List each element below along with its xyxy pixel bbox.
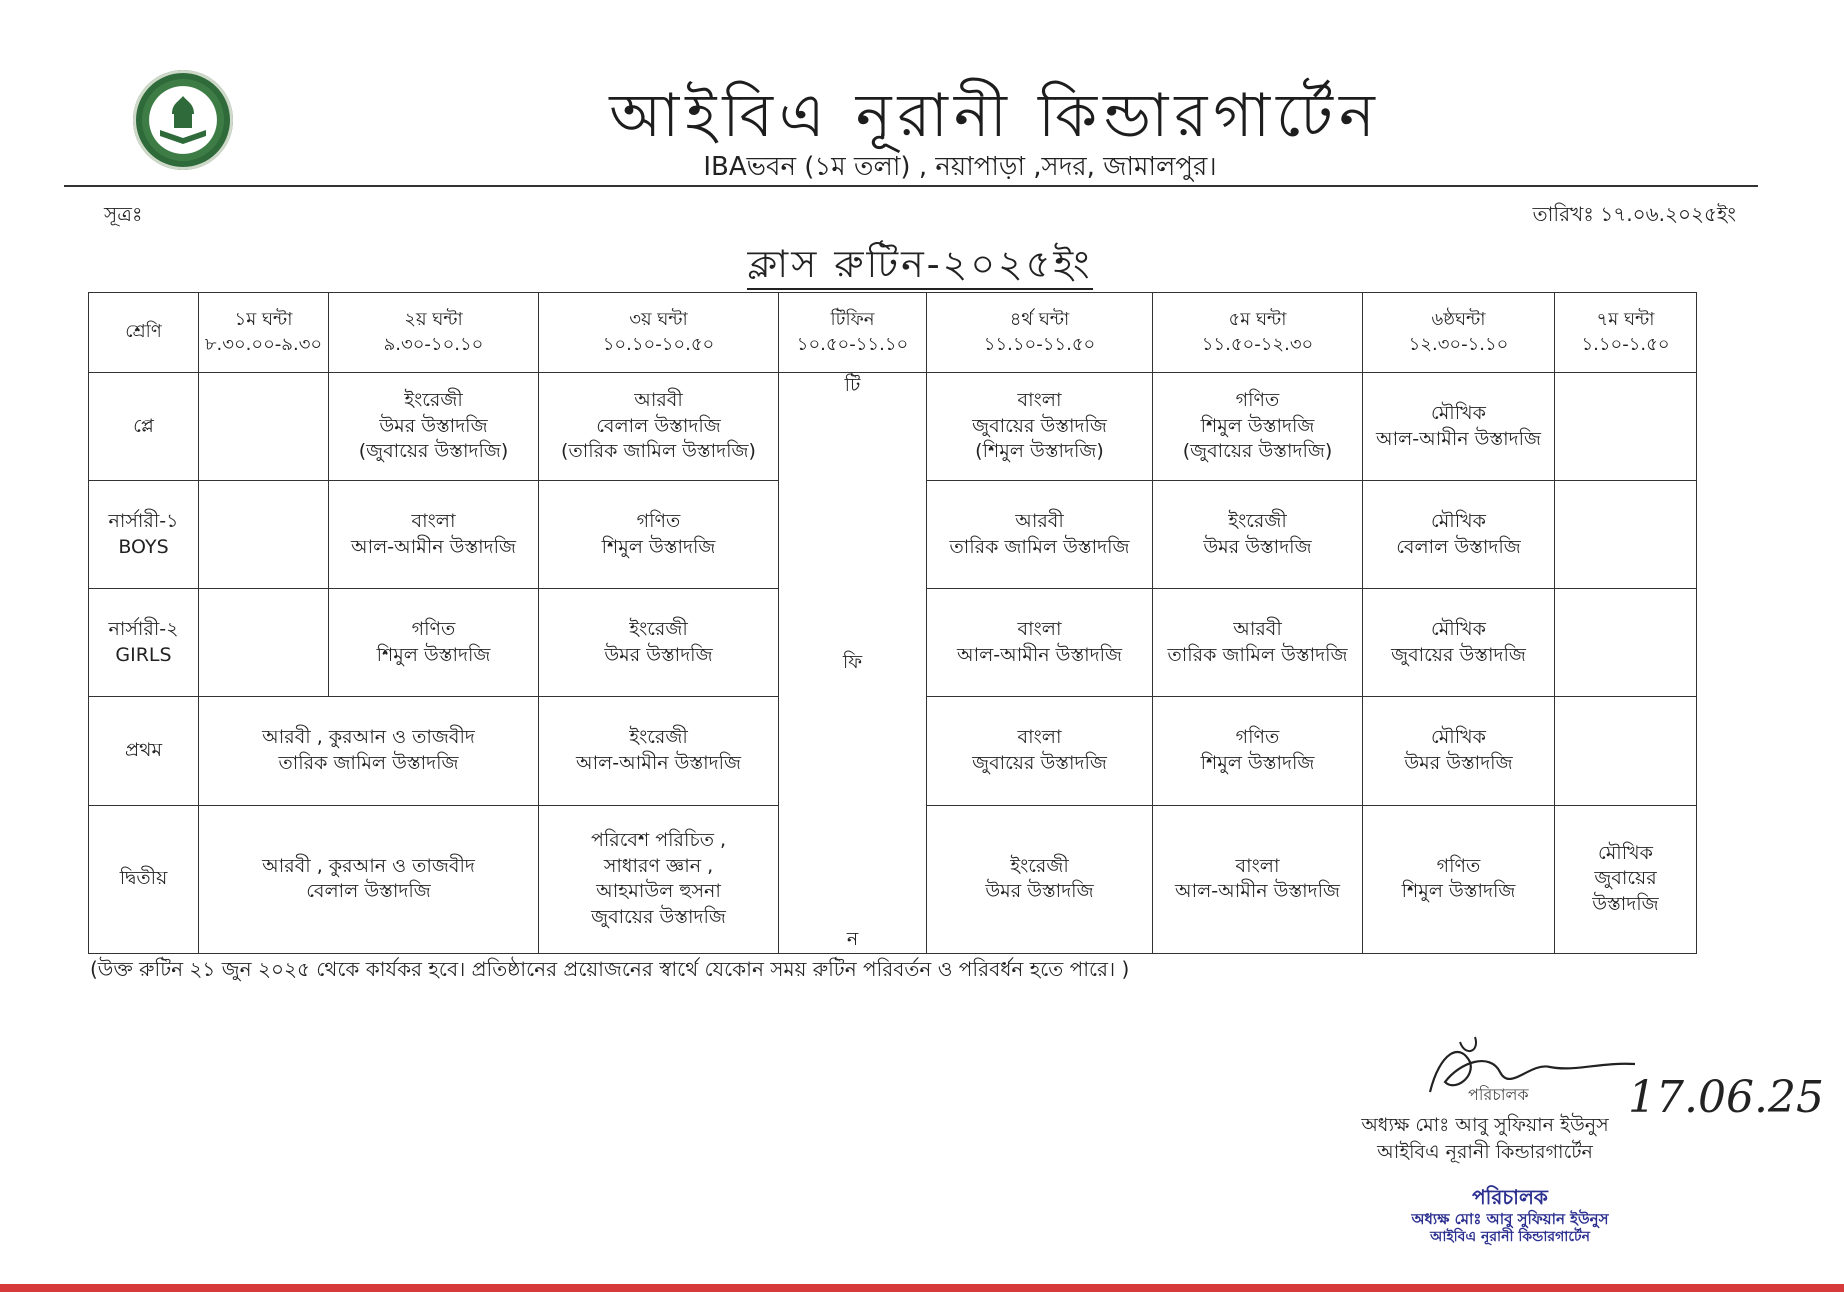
period-cell: ইংরেজী উমর উস্তাদজি bbox=[927, 805, 1153, 953]
seal-institution: আইবিএ নূরানী কিন্ডারগার্টেন bbox=[1430, 1228, 1590, 1245]
column-header: ৪র্থ ঘন্টা ১১.১০-১১.৫০ bbox=[927, 293, 1153, 373]
principal-institution: আইবিএ নূরানী কিন্ডারগার্টেন bbox=[1377, 1140, 1593, 1163]
bottom-border bbox=[0, 1284, 1844, 1292]
period-cell: গণিত শিমুল উস্তাদজি (জুবায়ের উস্তাদজি) bbox=[1153, 373, 1363, 481]
class-routine-table bbox=[88, 292, 1697, 954]
period-cell: আরবী বেলাল উস্তাদজি (তারিক জামিল উস্তাদজি) bbox=[539, 373, 779, 481]
column-header: ৩য় ঘন্টা ১০.১০-১০.৫০ bbox=[539, 293, 779, 373]
header-divider bbox=[64, 185, 1758, 187]
period-cell bbox=[1555, 697, 1697, 805]
tiffin-letter: ন bbox=[846, 928, 859, 951]
school-title: আইবিএ নূরানী কিন্ডারগার্টেন bbox=[609, 81, 1381, 151]
principal-name: অধ্যক্ষ মোঃ আবু সুফিয়ান ইউনুস bbox=[1361, 1114, 1609, 1136]
table-row bbox=[89, 373, 1697, 481]
period-cell bbox=[199, 589, 329, 697]
period-cell: ইংরেজী আল-আমীন উস্তাদজি bbox=[539, 697, 779, 805]
column-header: ৭ম ঘন্টা ১.১০-১.৫০ bbox=[1555, 293, 1697, 373]
column-header: টিফিন ১০.৫০-১১.১০ bbox=[779, 293, 927, 373]
class-name-cell: নার্সারী-২ GIRLS bbox=[89, 589, 199, 697]
school-logo bbox=[133, 70, 233, 170]
period-cell: ইংরেজী উমর উস্তাদজি bbox=[539, 589, 779, 697]
column-header: ২য় ঘন্টা ৯.৩০-১০.১০ bbox=[329, 293, 539, 373]
header-row bbox=[89, 293, 1697, 373]
principal-block bbox=[1330, 1112, 1640, 1165]
tiffin-break-cell bbox=[779, 373, 927, 954]
period-cell: গণিত শিমুল উস্তাদজি bbox=[539, 481, 779, 589]
tiffin-letter: ফি bbox=[842, 651, 863, 674]
class-name-cell: প্রথম bbox=[89, 697, 199, 805]
period-cell: মৌখিক জুবায়ের উস্তাদজি bbox=[1555, 805, 1697, 953]
class-name-cell: দ্বিতীয় bbox=[89, 805, 199, 953]
period-cell bbox=[199, 481, 329, 589]
signature-date: 17.06.25 bbox=[1628, 1072, 1824, 1123]
official-seal bbox=[1390, 1185, 1630, 1246]
school-address: IBAভবন (১ম তলা) , নয়াপাড়া ,সদর, জামালপুর। bbox=[703, 152, 1217, 182]
merged-period-cell: আরবী , কুরআন ও তাজবীদ বেলাল উস্তাদজি bbox=[199, 805, 539, 953]
period-cell: ইংরেজী উমর উস্তাদজি (জুবায়ের উস্তাদজি) bbox=[329, 373, 539, 481]
column-header: ১ম ঘন্টা ৮.৩০.০০-৯.৩০ bbox=[199, 293, 329, 373]
book-mosque-icon bbox=[158, 92, 208, 148]
period-cell: মৌখিক উমর উস্তাদজি bbox=[1363, 697, 1555, 805]
routine-note: (উক্ত রুটিন ২১ জুন ২০২৫ থেকে কার্যকর হবে। প্রতিষ্ঠানের প্রয়োজনের স্বার্থে যেকোন সময় রুটিন পরিবর্তন ও পরিবর্ধন হতে পারে। ) bbox=[90, 957, 1130, 981]
period-cell bbox=[199, 373, 329, 481]
column-header: ৬ষ্ঠঘন্টা ১২.৩০-১.১০ bbox=[1363, 293, 1555, 373]
period-cell: মৌখিক বেলাল উস্তাদজি bbox=[1363, 481, 1555, 589]
signature-role: পরিচালক bbox=[1468, 1085, 1529, 1104]
period-cell: আরবী তারিক জামিল উস্তাদজি bbox=[1153, 589, 1363, 697]
period-cell: গণিত শিমুল উস্তাদজি bbox=[1153, 697, 1363, 805]
class-name-cell: প্লে bbox=[89, 373, 199, 481]
tiffin-letter: টি bbox=[844, 374, 861, 396]
period-cell: ইংরেজী উমর উস্তাদজি bbox=[1153, 481, 1363, 589]
period-cell: পরিবেশ পরিচিত , সাধারণ জ্ঞান , আহমাউল হুসনা জুবায়ের উস্তাদজি bbox=[539, 805, 779, 953]
column-header: শ্রেণি bbox=[89, 293, 199, 373]
period-cell: বাংলা জুবায়ের উস্তাদজি bbox=[927, 697, 1153, 805]
merged-period-cell: আরবী , কুরআন ও তাজবীদ তারিক জামিল উস্তাদজি bbox=[199, 697, 539, 805]
period-cell: গণিত শিমুল উস্তাদজি bbox=[1363, 805, 1555, 953]
document-date: তারিখঃ ১৭.০৬.২০২৫ইং bbox=[1532, 202, 1736, 226]
period-cell: বাংলা আল-আমীন উস্তাদজি bbox=[927, 589, 1153, 697]
column-header: ৫ম ঘন্টা ১১.৫০-১২.৩০ bbox=[1153, 293, 1363, 373]
period-cell bbox=[1555, 481, 1697, 589]
period-cell bbox=[1555, 373, 1697, 481]
seal-title: পরিচালক bbox=[1472, 1185, 1548, 1209]
period-cell: বাংলা আল-আমীন উস্তাদজি bbox=[329, 481, 539, 589]
period-cell: মৌখিক জুবায়ের উস্তাদজি bbox=[1363, 589, 1555, 697]
period-cell: বাংলা জুবায়ের উস্তাদজি (শিমুল উস্তাদজি) bbox=[927, 373, 1153, 481]
period-cell bbox=[1555, 589, 1697, 697]
seal-name: অধ্যক্ষ মোঃ আবু সুফিয়ান ইউনুস bbox=[1411, 1210, 1609, 1228]
class-name-cell: নার্সারী-১ BOYS bbox=[89, 481, 199, 589]
period-cell: আরবী তারিক জামিল উস্তাদজি bbox=[927, 481, 1153, 589]
period-cell: গণিত শিমুল উস্তাদজি bbox=[329, 589, 539, 697]
routine-heading: ক্লাস রুটিন-২০২৫ইং bbox=[610, 235, 1230, 299]
period-cell: বাংলা আল-আমীন উস্তাদজি bbox=[1153, 805, 1363, 953]
reference-label: সূত্রঃ bbox=[104, 202, 143, 226]
period-cell: মৌখিক আল-আমীন উস্তাদজি bbox=[1363, 373, 1555, 481]
